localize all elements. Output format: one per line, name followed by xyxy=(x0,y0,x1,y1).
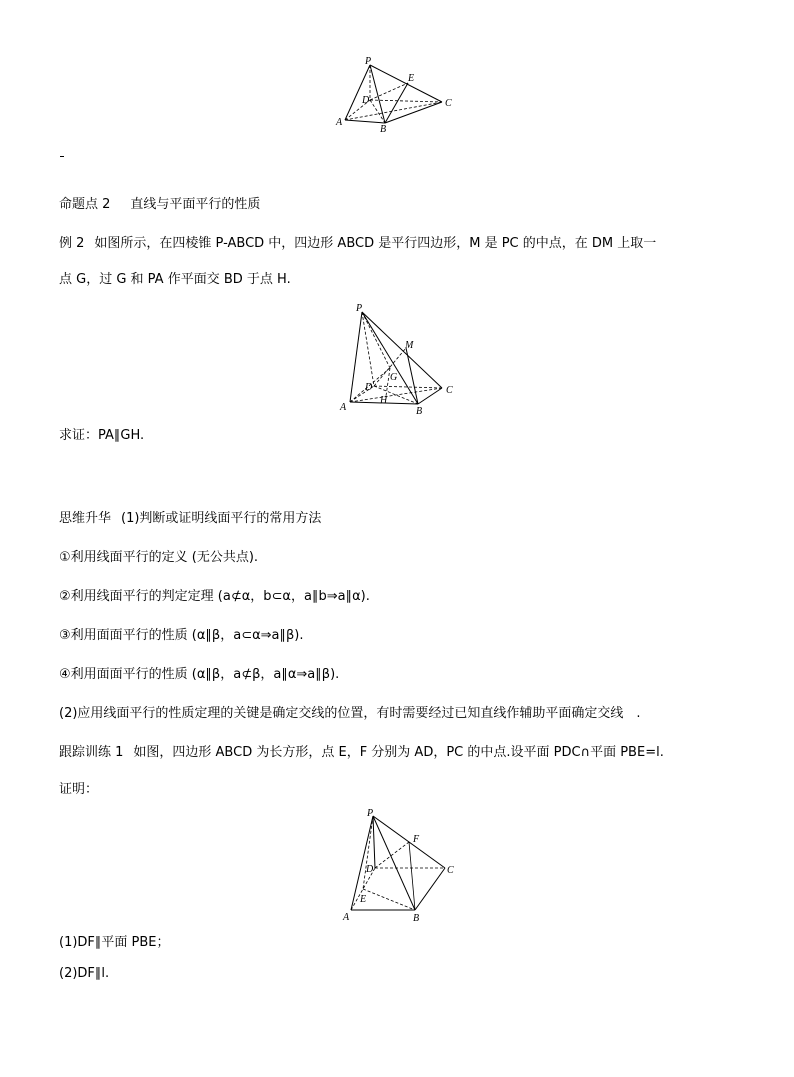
label-d: D xyxy=(366,864,374,875)
label-c: C xyxy=(445,98,452,109)
question-1: (1)DF∥平面 PBE； xyxy=(59,935,170,950)
label-b: B xyxy=(416,406,423,417)
summary-item-4: ④利用面面平行的性质 (α∥β，a⊄β，a∥α⇒a∥β). xyxy=(59,667,340,682)
figure-3 xyxy=(335,806,465,926)
question-2: (2)DF∥l. xyxy=(59,966,110,981)
label-a: A xyxy=(336,117,343,128)
label-d: D xyxy=(365,382,373,393)
label-f: F xyxy=(413,834,420,845)
example-label: 例 2 xyxy=(59,236,85,251)
label-p: P xyxy=(356,303,363,314)
pyramid-diagram-2 xyxy=(330,300,470,420)
summary-label: 思维升华 xyxy=(59,511,112,526)
label-b: B xyxy=(380,124,387,135)
label-a: A xyxy=(340,402,347,413)
example-line-1 xyxy=(59,236,656,252)
label-e: E xyxy=(360,894,367,905)
label-a: A xyxy=(343,912,350,923)
figure-1 xyxy=(330,55,460,135)
summary-heading xyxy=(59,511,321,527)
label-h: H xyxy=(380,395,388,406)
section-label: 命题点 2 xyxy=(59,197,111,212)
label-b: B xyxy=(413,913,420,924)
prove-statement: 求证：PA∥GH. xyxy=(59,428,145,443)
label-e: E xyxy=(408,73,415,84)
summary-item-1: ①利用线面平行的定义 (无公共点). xyxy=(59,550,259,565)
training-prove-label: 证明： xyxy=(59,782,99,797)
section-title: 直线与平面平行的性质 xyxy=(130,197,261,212)
figure-2 xyxy=(330,300,470,420)
example-text-1: 如图所示，在四棱锥 P-ABCD 中，四边形 ABCD 是平行四边形，M 是 PC 的中点，在 DM 上取一 xyxy=(94,236,657,251)
summary-point-2: (2)应用线面平行的性质定理的关键是确定交线的位置，有时需要经过已知直线作辅助平面确定交线 . xyxy=(59,706,641,721)
label-g: G xyxy=(390,372,398,383)
label-c: C xyxy=(447,865,454,876)
label-c: C xyxy=(446,385,453,396)
training-line xyxy=(59,745,664,761)
summary-item-3: ③利用面面平行的性质 (α∥β，a⊂α⇒a∥β). xyxy=(59,628,304,643)
section-heading xyxy=(59,197,260,213)
stray-mark xyxy=(60,156,64,157)
label-p: P xyxy=(365,56,372,67)
label-d: D xyxy=(362,95,370,106)
training-label: 跟踪训练 1 xyxy=(59,745,124,760)
pyramid-diagram-3 xyxy=(335,806,465,926)
summary-heading-text: (1)判断或证明线面平行的常用方法 xyxy=(121,511,322,526)
label-m: M xyxy=(405,340,414,351)
pyramid-diagram-1 xyxy=(330,55,460,135)
training-text: 如图，四边形 ABCD 为长方形，点 E，F 分别为 AD，PC 的中点.设平面 PDC∩平面 PBE=l. xyxy=(133,745,664,760)
label-p: P xyxy=(367,808,374,819)
example-line-2: 点 G，过 G 和 PA 作平面交 BD 于点 H. xyxy=(59,272,291,287)
summary-item-2: ②利用线面平行的判定定理 (a⊄α，b⊂α，a∥b⇒a∥α). xyxy=(59,589,370,604)
